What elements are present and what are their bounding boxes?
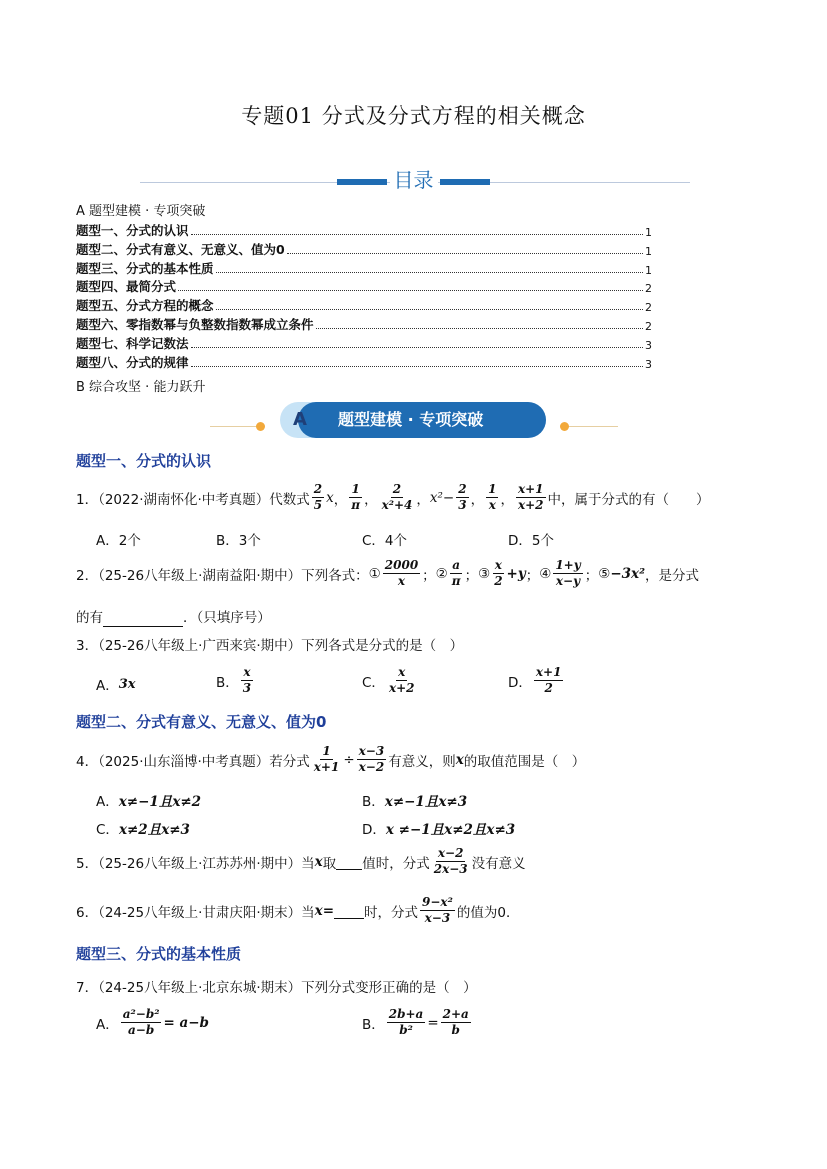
option-d[interactable]: D．x ≠−1且x≠2且x≠3 bbox=[362, 822, 516, 838]
option-d[interactable]: D．5个 bbox=[508, 533, 554, 549]
toc-item[interactable]: 题型二、分式有意义、无意义、值为0 1 bbox=[76, 242, 652, 258]
option-a[interactable]: A．x≠−1且x≠2 bbox=[96, 794, 202, 810]
toc-item[interactable]: 题型一、分式的认识 1 bbox=[76, 223, 652, 239]
section-heading-1: 题型一、分式的认识 bbox=[76, 452, 212, 470]
toc-section-b[interactable]: B 综合攻坚 · 能力跃升 bbox=[76, 380, 206, 395]
banner-deco-line-right bbox=[568, 426, 618, 427]
section-heading-3: 题型三、分式的基本性质 bbox=[76, 945, 242, 963]
banner-deco-dot-right bbox=[560, 422, 569, 431]
section-banner bbox=[280, 402, 546, 438]
option-a[interactable]: A． 3x bbox=[96, 676, 136, 694]
option-b[interactable]: B．3个 bbox=[216, 533, 261, 549]
banner-deco-line-left bbox=[210, 426, 260, 427]
question-2: 2．（25-26八年级上·湖南益阳·期中）下列各式： ① $\frac{2000}{x}$ ； ② $\frac{a}{\pi}$ ； ③ $\frac{x}{2}$ +y ； ④ $\frac{1+y}{x-y}$ ； ⑤ −3x² ，是分式 bbox=[76, 558, 699, 588]
question-2-line2: 的有 ．（只填序号） bbox=[76, 610, 271, 626]
banner-text: 题型建模 · 专项突破 bbox=[298, 402, 546, 438]
question-7: 7．（24-25八年级上·北京东城·期末）下列分式变形正确的是（ ） bbox=[76, 980, 477, 996]
option-c[interactable]: C．x≠2且x≠3 bbox=[96, 822, 190, 838]
option-c[interactable]: C．4个 bbox=[362, 533, 408, 549]
toc-item[interactable]: 题型七、科学记数法 3 bbox=[76, 336, 652, 352]
option-b[interactable]: B． $\frac{2b+a}{\text{b²}}$ = $\frac{2+a}{b}$ bbox=[362, 1007, 469, 1037]
toc-item[interactable]: 题型五、分式方程的概念 2 bbox=[76, 298, 652, 314]
toc-item[interactable]: 题型三、分式的基本性质 1 bbox=[76, 261, 652, 277]
section-heading-2: 题型二、分式有意义、无意义、值为0 bbox=[76, 713, 327, 731]
toc-item[interactable]: 题型八、分式的规律 3 bbox=[76, 355, 652, 371]
option-a[interactable]: A．2个 bbox=[96, 533, 141, 549]
option-b[interactable]: B． $\frac{x}{3}$ bbox=[216, 665, 252, 695]
question-3: 3．（25-26八年级上·广西来宾·期中）下列各式是分式的是（ ） bbox=[76, 638, 464, 654]
option-c[interactable]: C． $\frac{x}{x+2}$ bbox=[362, 665, 415, 695]
toc-section-a[interactable]: A 题型建模 · 专项突破 bbox=[76, 204, 206, 219]
answer-blank[interactable] bbox=[334, 902, 364, 919]
banner-deco-dot-left bbox=[256, 422, 265, 431]
question-5: 5．（25-26八年级上·江苏苏州·期中）当 x 取 值时，分式 $\frac{x-2}{2x-3}$ 没有意义 bbox=[76, 846, 526, 876]
option-a[interactable]: A． $\frac{\text{a²−b²}}{a-b}$ = a−b bbox=[96, 1007, 209, 1037]
option-d[interactable]: D． $\frac{x+1}{2}$ bbox=[508, 665, 562, 695]
page-title: 专题01 分式及分式方程的相关概念 bbox=[241, 104, 586, 128]
answer-blank[interactable] bbox=[103, 610, 183, 627]
toc-heading: 目录 bbox=[0, 164, 827, 193]
question-6: 6．（24-25八年级上·甘肃庆阳·期末）当 x= 时，分式 $\frac{\text{9−x²}}{x-3}$ 的值为0． bbox=[76, 895, 520, 925]
toc-item[interactable]: 题型四、最简分式 2 bbox=[76, 279, 652, 295]
question-4: 4．（2025·山东淄博·中考真题）若分式 $\frac{1}{x+1}$ ÷ $\frac{x-3}{x-2}$ 有意义，则 x 的取值范围是（ ） bbox=[76, 744, 586, 774]
question-1: 1．（2022·湖南怀化·中考真题）代数式 $\frac{2}{5}$ x ， $\frac{1}{\pi}$ ， $\frac{2}{\text{x²+4}}$ ， x² − $\frac{2}{3}$ ， $\frac{1}{x}$ ， $\frac{x+1}{x+2}$ 中，属于分式的有（ ） bbox=[76, 482, 710, 512]
option-b[interactable]: B．x≠−1且x≠3 bbox=[362, 794, 468, 810]
toc-item[interactable]: 题型六、零指数幂与负整数指数幂成立条件 2 bbox=[76, 317, 652, 333]
banner-letter: A bbox=[293, 409, 307, 430]
answer-blank[interactable] bbox=[336, 853, 362, 870]
